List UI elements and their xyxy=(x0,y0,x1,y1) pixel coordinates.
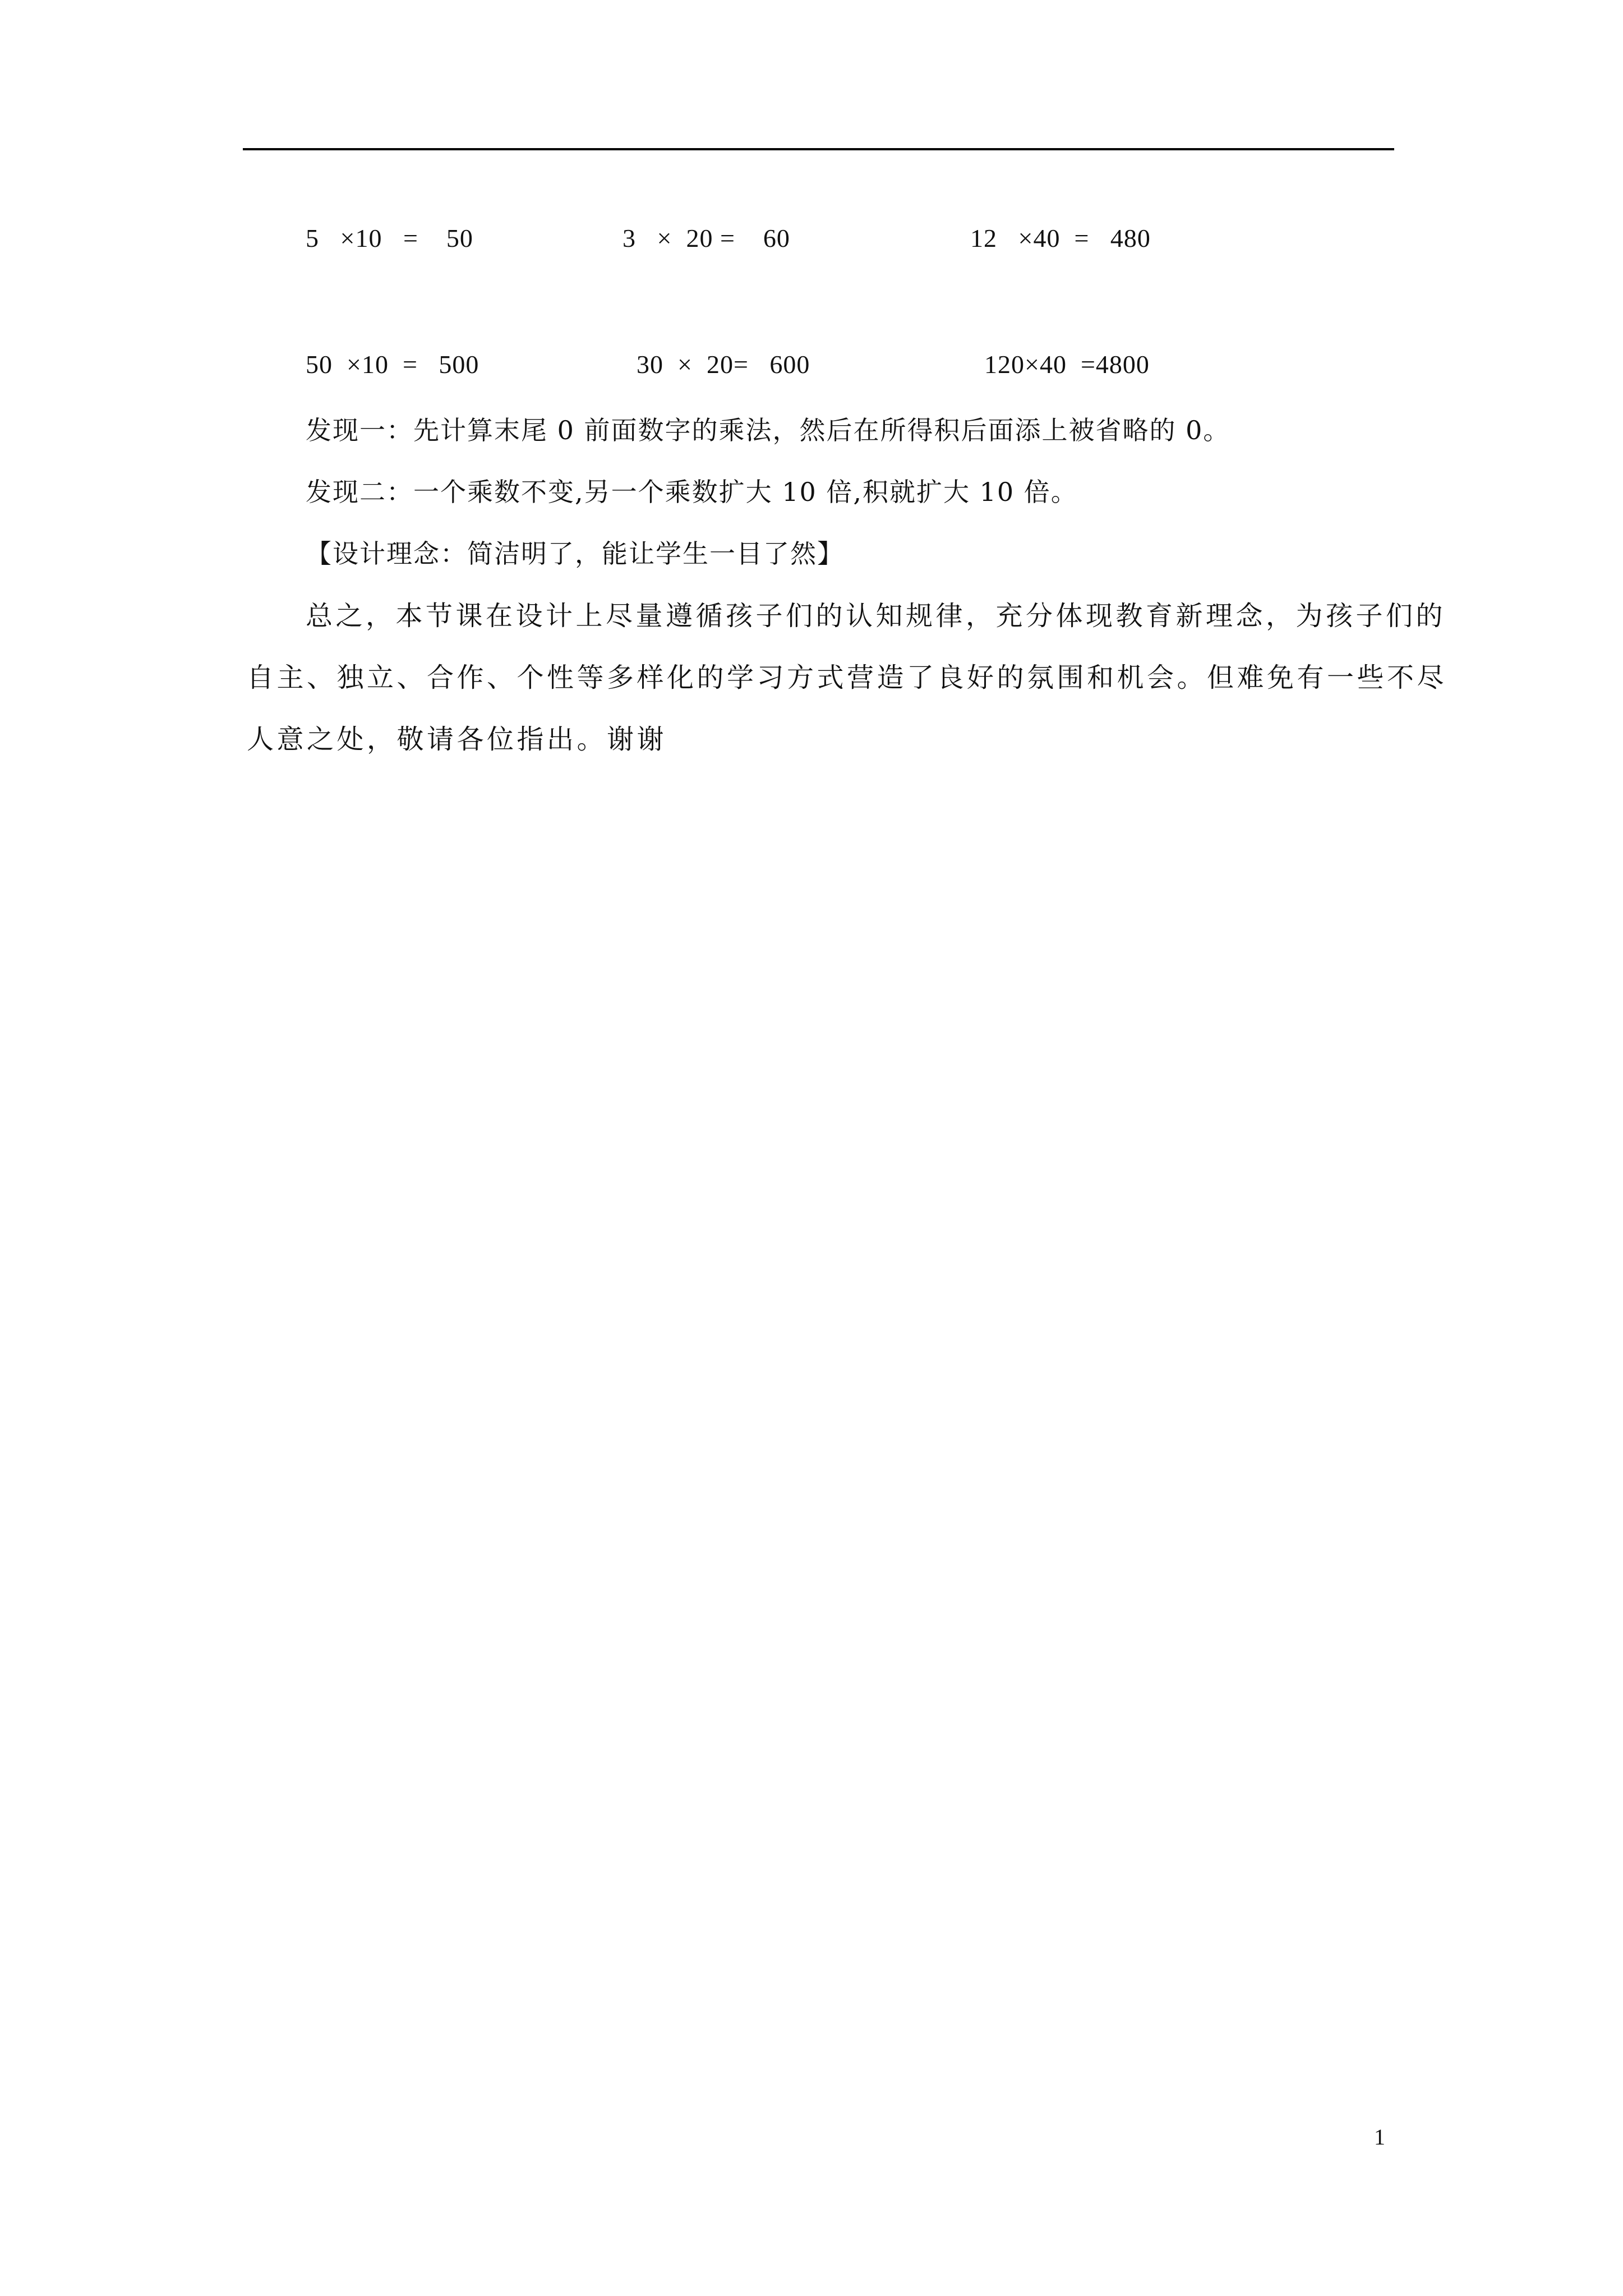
equation-2-1: 50 ×10 = 500 xyxy=(306,350,479,379)
equation-2-2: 30 × 20= 600 xyxy=(637,350,810,379)
conclusion-line-2: 自主、独立、合作、个性等多样化的学习方式营造了良好的氛围和机会。但难免有一些不尽 xyxy=(247,662,1447,693)
conclusion-line-3: 人意之处，敬请各位指出。谢谢 xyxy=(247,724,667,755)
header-rule xyxy=(243,148,1394,150)
equation-1-2: 3 × 20 = 60 xyxy=(623,224,790,252)
equation-row-2 xyxy=(0,345,1623,384)
equation-1-1: 5 ×10 = 50 xyxy=(306,224,473,252)
equation-row-1 xyxy=(0,219,1623,258)
design-note: 【设计理念：简洁明了，能让学生一目了然】 xyxy=(306,539,844,569)
conclusion-line-1: 总之，本节课在设计上尽量遵循孩子们的认知规律，充分体现教育新理念，为孩子们的 xyxy=(306,600,1446,632)
equation-2-3: 120×40 =4800 xyxy=(984,350,1150,379)
equation-1-3: 12 ×40 = 480 xyxy=(970,224,1151,252)
page-number: 1 xyxy=(1374,2124,1385,2150)
finding-one: 发现一：先计算末尾 0 前面数字的乘法，然后在所得积后面添上被省略的 0。 xyxy=(306,415,1230,445)
finding-two: 发现二：一个乘数不变,另一个乘数扩大 10 倍,积就扩大 10 倍。 xyxy=(306,477,1078,507)
